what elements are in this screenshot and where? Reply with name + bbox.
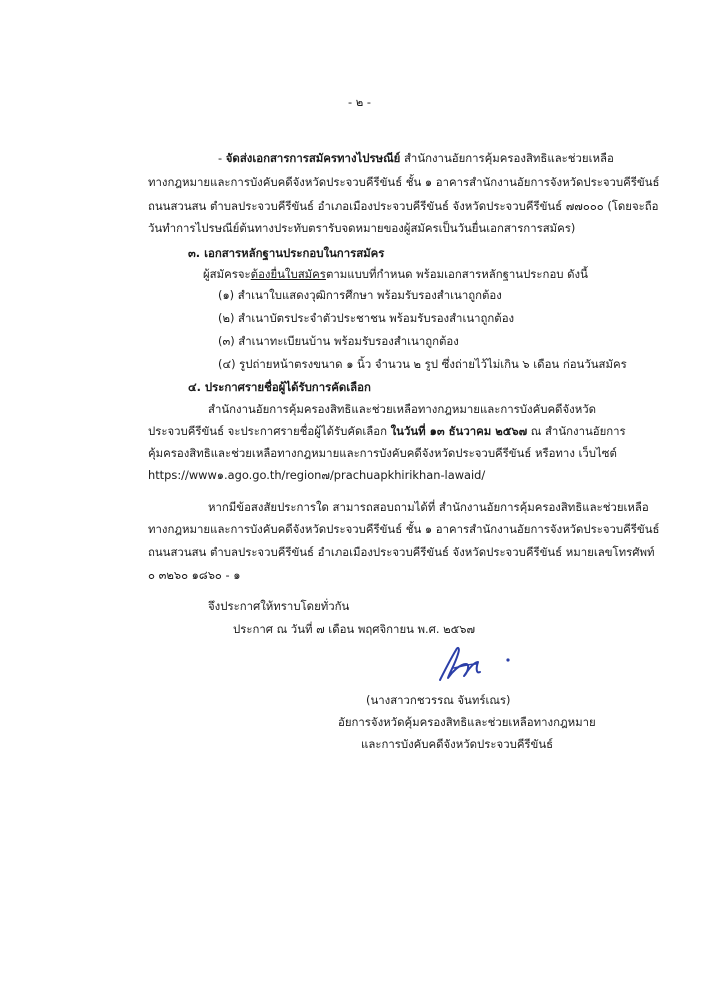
section3-item-3: (๓) สำเนาทะเบียนบ้าน พร้อมรับรองสำเนาถูกต้อง xyxy=(218,334,459,348)
contact-line-2: ทางกฎหมายและการบังคับคดีจังหวัดประจวบคีรีขันธ์ ชั้น ๑ อาคารสำนักงานอัยการจังหวัดประจวบคีรีขันธ์ xyxy=(148,522,660,536)
page-number: - ๒ - xyxy=(348,95,371,109)
section4-heading: ๔. ประกาศรายชื่อผู้ได้รับการคัดเลือก xyxy=(188,380,371,394)
signer-title-line-1: อัยการจังหวัดคุ้มครองสิทธิและช่วยเหลือทางกฎหมาย xyxy=(338,715,596,729)
section4-line2-b: ณ สำนักงานอัยการ xyxy=(530,424,626,438)
contact-line-1: หากมีข้อสงสัยประการใด สามารถสอบถามได้ที่ สำนักงานอัยการคุ้มครองสิทธิและช่วยเหลือ xyxy=(208,500,649,514)
signer-title-line-2: และการบังคับคดีจังหวัดประจวบคีรีขันธ์ xyxy=(361,737,554,751)
section3-intro-a: ผู้สมัครจะ xyxy=(203,267,251,281)
section3-intro-underlined: ต้องยื่นใบสมัคร xyxy=(250,267,326,281)
mail-title: จัดส่งเอกสารการสมัครทางไปรษณีย์ xyxy=(225,151,401,165)
section4-line-1: สำนักงานอัยการคุ้มครองสิทธิและช่วยเหลือทางกฎหมายและการบังคับคดีจังหวัด xyxy=(208,402,596,416)
announce-date: ประกาศ ณ วันที่ ๗ เดือน พฤศจิกายน พ.ศ. ๒๕๖๗ xyxy=(233,622,476,636)
section3-item-2: (๒) สำเนาบัตรประจำตัวประชาชน พร้อมรับรองสำเนาถูกต้อง xyxy=(218,311,515,325)
contact-phone: ๐ ๓๒๖๐ ๑๘๖๐ - ๑ xyxy=(148,568,241,582)
section3-heading: ๓. เอกสารหลักฐานประกอบในการสมัคร xyxy=(188,246,385,260)
section4-line-2 xyxy=(148,423,626,439)
section4-line2-a: ประจวบคีรีขันธ์ จะประกาศรายชื่อผู้ได้รับคัดเลือก xyxy=(148,424,387,438)
mail-section-line-1 xyxy=(218,150,614,166)
section3-item-4: (๔) รูปถ่ายหน้าตรงขนาด ๑ นิ้ว จำนวน ๒ รูป ซึ่งถ่ายไว้ไม่เกิน ๖ เดือน ก่อนวันสมัคร xyxy=(218,357,627,371)
signature-image xyxy=(430,642,520,684)
mail-section-line-2: ทางกฎหมายและการบังคับคดีจังหวัดประจวบคีรีขันธ์ ชั้น ๑ อาคารสำนักงานอัยการจังหวัดประจวบคีรีขันธ์ xyxy=(148,175,660,189)
section3-item-1: (๑) สำเนาใบแสดงวุฒิการศึกษา พร้อมรับรองสำเนาถูกต้อง xyxy=(218,288,502,302)
mail-bullet: - xyxy=(218,151,223,165)
section3-intro xyxy=(203,266,588,282)
section3-intro-b: ตามแบบที่กำหนด พร้อมเอกสารหลักฐานประกอบ ดังนี้ xyxy=(325,267,588,281)
mail-line1-rest: สำนักงานอัยการคุ้มครองสิทธิและช่วยเหลือ xyxy=(403,151,614,165)
signer-name: (นางสาวกชวรรณ จันทร์เณร) xyxy=(366,693,511,707)
section4-line-3: คุ้มครองสิทธิและช่วยเหลือทางกฎหมายและการบังคับคดีจังหวัดประจวบคีรีขันธ์ หรือทาง เว็บไซต์ xyxy=(148,446,617,460)
mail-section-line-4: วันทำการไปรษณีย์ต้นทางประทับตรารับจดหมายของผู้สมัครเป็นวันยื่นเอกสารการสมัคร) xyxy=(148,221,576,235)
mail-section-line-3: ถนนสวนสน ตำบลประจวบคีรีขันธ์ อำเภอเมืองประจวบคีรีขันธ์ จังหวัดประจวบคีรีขันธ์ ๗๗๐๐๐ (โดยจะถือ xyxy=(148,199,659,213)
contact-line-3: ถนนสวนสน ตำบลประจวบคีรีขันธ์ อำเภอเมืองประจวบคีรีขันธ์ จังหวัดประจวบคีรีขันธ์ หมายเลขโทรศัพท์ xyxy=(148,545,655,559)
closing-statement: จึงประกาศให้ทราบโดยทั่วกัน xyxy=(208,599,350,613)
section4-announce-date: ในวันที่ ๑๓ ธันวาคม ๒๕๖๗ xyxy=(390,424,528,438)
section4-website-link[interactable]: https://www๑.ago.go.th/region๗/prachuapkhirikhan-lawaid/ xyxy=(148,468,486,482)
